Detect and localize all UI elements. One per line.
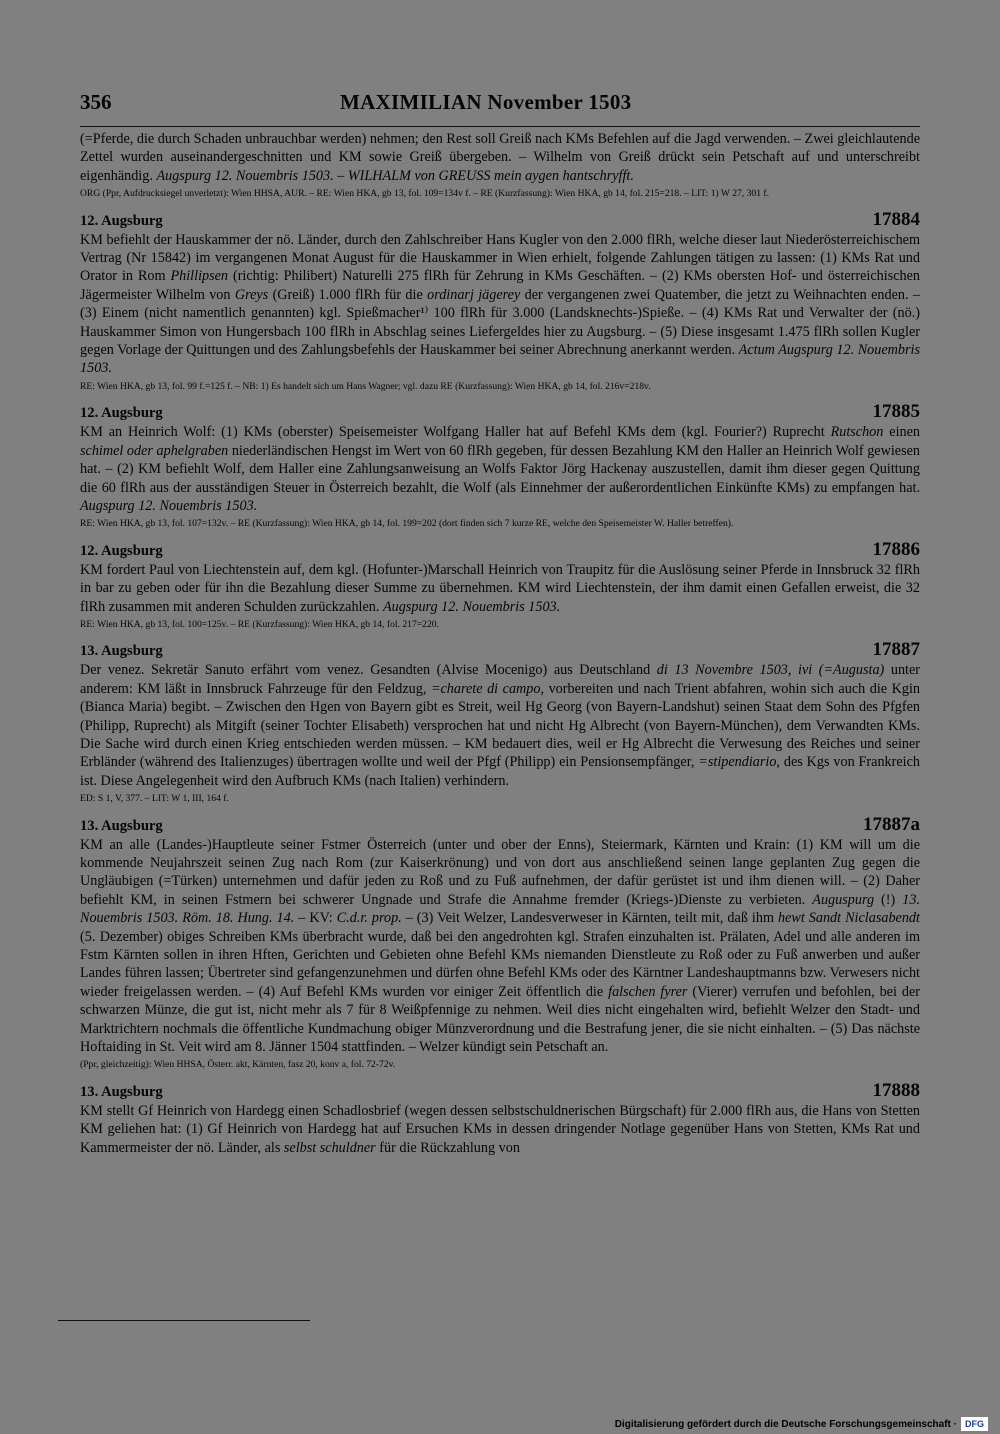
entry-date: 12. Augsburg bbox=[80, 212, 163, 229]
entry-17888 bbox=[80, 1080, 920, 1157]
dfg-logo: DFG bbox=[961, 1417, 988, 1431]
entry-note: RE: Wien HKA, gb 13, fol. 99 f.=125 f. – NB: 1) Es handelt sich um Hans Wagner; vgl. dazu RE (Kurzfassung): Wien HKA, gb 14, fol. 216v=218v. bbox=[80, 380, 651, 392]
footnote-rule bbox=[58, 1320, 310, 1321]
digitization-credit bbox=[615, 1417, 988, 1431]
entry-note: (Ppr, gleichzeitig): Wien HHSA, Österr. akt, Kärnten, fasz 20, konv a, fol. 72-72v. bbox=[80, 1059, 396, 1071]
entry-date: 12. Augsburg bbox=[80, 405, 163, 422]
entry-date: 13. Augsburg bbox=[80, 1083, 163, 1100]
entry-number: 17888 bbox=[872, 1079, 920, 1101]
entry-text: KM an alle (Landes-)Hauptleute seiner Fstmer Österreich (unter und ober der Enns), Steiermark, Kärnten und Krain: (1) KM will um die kommende Neujahrszeit seinen Zug nach Rom (zur Kaiserkrönung) und von dort aus anschließend seinen lange geplanten Zug gegen die Ungläubigen (=Türken) unternehmen und dafür jeden zu Roß und zu Fuß aufnehmen, der dafür gerüstet ist und ihm dienen will. – (2) Daher befiehlt KM, in seinen Fstmern bei schwerer Ungnade und Strafe die Annahme fremder (Kriegs-)Dienste zu verbieten. Auguspurg (!) 13. Nouembris 1503. Röm. 18. Hung. 14. – KV: C.d.r. prop. – (3) Veit Welzer, Landesverweser in Kärnten, teilt mit, daß ihm hewt Sandt Niclasabendt (5. Dezember) obiges Schreiben KMs überbracht wurde, daß bei den angedrohten kgl. Strafen einzuhalten ist. Prälaten, Adel und alle anderen im Fstm Kärnten sollen in ihren Hften, Gerichten und Gebieten ohne Befehl KMs niemanden Dienstleute zu Roß oder zu Fuß anwerben und außer Landes führen lassen; Übertreter sind gefangenzunehmen und dürfen ohne Befehl KMs oder des Kärntner Landeshauptmanns bzw. Verwesers nicht wieder freigelassen werden. – (4) Auf Befehl KMs wurden vor einiger Zeit öffentlich die falschen fyrer (Vierer) verrufen und befohlen, bei der schwarzen Münze, die gut ist, nicht mehr als 7 für 8 Weißpfennige zu nehmen. Weil dies nicht eingehalten wird, befiehlt Welzer den Stadt- und Marktrichtern nochmals die öffentliche Kundmachung obiger Münzverordnung und die Bestrafung jener, die sie nicht einhalten. – (5) Das nächste Hoftaiding in St. Veit wird am 8. Jänner 1504 stattfinden. – Welzer kündigt sein Petschaft an. bbox=[80, 836, 920, 1056]
entry-17887 bbox=[80, 639, 920, 805]
entry-date: 13. Augsburg bbox=[80, 643, 163, 660]
entry-number: 17887a bbox=[863, 813, 920, 835]
intro-note: ORG (Ppr, Aufdrucksiegel unverletzt): Wien HHSA, AUR. – RE: Wien HKA, gb 13, fol. 109=134v f. – RE (Kurzfassung): Wien HKA, gb 14, fol. 215=218. – LIT: 1) W 27, 301 f. bbox=[80, 188, 769, 200]
credit-text: Digitalisierung gefördert durch die Deutsche Forschungsgemeinschaft · bbox=[614, 1418, 957, 1430]
entry-date: 13. Augsburg bbox=[80, 817, 163, 834]
entry-text: KM fordert Paul von Liechtenstein auf, dem kgl. (Hofunter-)Marschall Heinrich von Traupitz für die Auslösung seiner Pferde in Innsbruck 32 flRh in bar zu geben oder für ihn die Bezahlung dieser Summe zu übernehmen. KM wird Liechtenstein, der ihm damit einen Gefallen erweist, die 32 flRh zusammen mit anderen Schulden zurückzahlen. Augspurg 12. Nouembris 1503. bbox=[80, 561, 920, 615]
page-header bbox=[80, 90, 920, 124]
entry-note: ED: S 1, V, 377. – LIT: W 1, III, 164 f. bbox=[80, 793, 229, 805]
entry-number: 17886 bbox=[872, 538, 920, 560]
entry-number: 17887 bbox=[872, 639, 920, 661]
entry-text: KM stellt Gf Heinrich von Hardegg einen Schadlosbrief (wegen dessen selbstschuldnerischen Bürgschaft) für 2.000 flRh aus, die Hans von Stetten KM geliehen hat: (1) Gf Heinrich von Hardegg hat auf Ersuchen KMs in dessen dringender Notlage gegenüber Hans von Stetten, KMs Rat und Kammermeister der nö. Länder, als selbst schuldner für die Rückzahlung von bbox=[80, 1102, 920, 1156]
entry-note: RE: Wien HKA, gb 13, fol. 107=132v. – RE (Kurzfassung): Wien HKA, gb 14, fol. 199=202 (dort finden sich 7 kurze RE, welche den Speisemeister W. Haller betreffen). bbox=[80, 518, 734, 530]
page-number: 356 bbox=[80, 90, 112, 114]
page bbox=[80, 90, 920, 1157]
running-title: MAXIMILIAN November 1503 bbox=[340, 90, 632, 114]
entry-number: 17884 bbox=[872, 208, 920, 230]
entry-17884 bbox=[80, 209, 920, 394]
entry-date: 12. Augsburg bbox=[80, 542, 163, 559]
entry-17887a bbox=[80, 814, 920, 1072]
entry-17885 bbox=[80, 401, 920, 530]
entry-note: RE: Wien HKA, gb 13, fol. 100=125v. – RE (Kurzfassung): Wien HKA, gb 14, fol. 217=220. bbox=[80, 618, 439, 630]
entry-17886 bbox=[80, 539, 920, 632]
intro-paragraph: (=Pferde, die durch Schaden unbrauchbar werden) nehmen; den Rest soll Greiß nach KMs Befehlen auf die Jagd verwenden. – Zwei gleichlautende Zettel wurden auseinandergeschnitten und KM sowie Greiß übergeben. – Wilhelm von Greiß drückt sein Petschaft auf und unterschreibt eigenhändig. Augspurg 12. Nouembris 1503. – WILHALM von GREUSS mein aygen hantschryfft. bbox=[80, 131, 920, 184]
entry-text: KM befiehlt der Hauskammer der nö. Länder, durch den Zahlschreiber Hans Kugler von den 2.000 flRh, welche dieser laut Niederösterreichischem Vertrag (Nr 15842) im vergangenen Monat August für die Hauskammer in Wien erhielt, folgende Zahlungen tätigen zu lassen: (1) KMs Rat und Orator in Rom Phillipsen (richtig: Philibert) Naturelli 275 flRh für Zehrung in KMs Geschäften. – (2) KMs obersten Hof- und österreichischen Jägermeister Wilhelm von Greys (Greiß) 1.000 flRh für die ordinarj jägerey der vergangenen zwei Quatember, die jetzt zu Weihnachten enden. – (3) Einem (nicht namentlich genannten) kgl. Spießmacher¹⁾ 100 flRh für 3.000 (Landsknechts-)Spieße. – (4) KMs Rat und Verwalter der (nö.) Hauskammer Simon von Hungersbach 100 flRh in Abschlag seines Liefergeldes hier zu Augsburg. – (5) Diese insgesamt 1.475 flRh sollen Kugler gegen Vorlage der Quittungen und des Zahlungsbefehls der Hauskammer bei seiner Abrechnung anerkannt werden. Actum Augspurg 12. Nouembris 1503. bbox=[80, 231, 920, 377]
entry-text: KM an Heinrich Wolf: (1) KMs (oberster) Speisemeister Wolfgang Haller hat auf Befehl KMs dem (kgl. Fourier?) Ruprecht Rutschon einen schimel oder aphelgraben niederländischen Hengst im Wert von 60 flRh gegeben, für dessen Bezahlung KM den Haller an Heinrich Wolf gewiesen hat. – (2) KM befiehlt Wolf, dem Haller eine Zahlungsanweisung an Wolfs Faktor Jörg Hackenay auszustellen, damit ihm dieser gegen Quittung die 60 flRh aus der ausständigen Steuer in Österreich bezahlt, die Wolf (als Einnehmer der außerordentlichen Einkünfte KMs) zu empfangen hat. Augspurg 12. Nouembris 1503. bbox=[80, 424, 920, 514]
entry-number: 17885 bbox=[872, 401, 920, 423]
header-rule bbox=[80, 126, 920, 127]
entry-text: Der venez. Sekretär Sanuto erfährt vom venez. Gesandten (Alvise Mocenigo) aus Deutschland di 13 Novembre 1503, ivi (=Augusta) unter anderem: KM läßt in Innsbruck Fahrzeuge für den Feldzug, =charete di campo, vorbereiten und nach Trient abfahren, wohin sich auch die Kgin (Bianca Maria) begibt. – Zwischen den Hgen von Bayern gibt es Streit, weil Hg Georg (von Bayern-Landshut) seinen Staat dem Sohn des Pfgfen (Philipp, Ruprecht) als Mitgift (seiner Tochter Elisabeth) versprochen hat und nicht Hg Albrecht (von Bayern-München), dem Verwandten KMs. Die Sache wird durch einen Krieg entschieden werden müssen. – KM bedauert dies, weil er Hg Albrecht die Verwesung des Reiches und seiner Erbländer (während des Italienzuges) übertragen wollte und weil der Pfgf (Philipp) ein Pensionsempfänger, =stipendiario, des Kgs von Frankreich ist. Diese Angelegenheit wird den Aufbruch KMs (nach Italien) verhindern. bbox=[80, 662, 921, 789]
